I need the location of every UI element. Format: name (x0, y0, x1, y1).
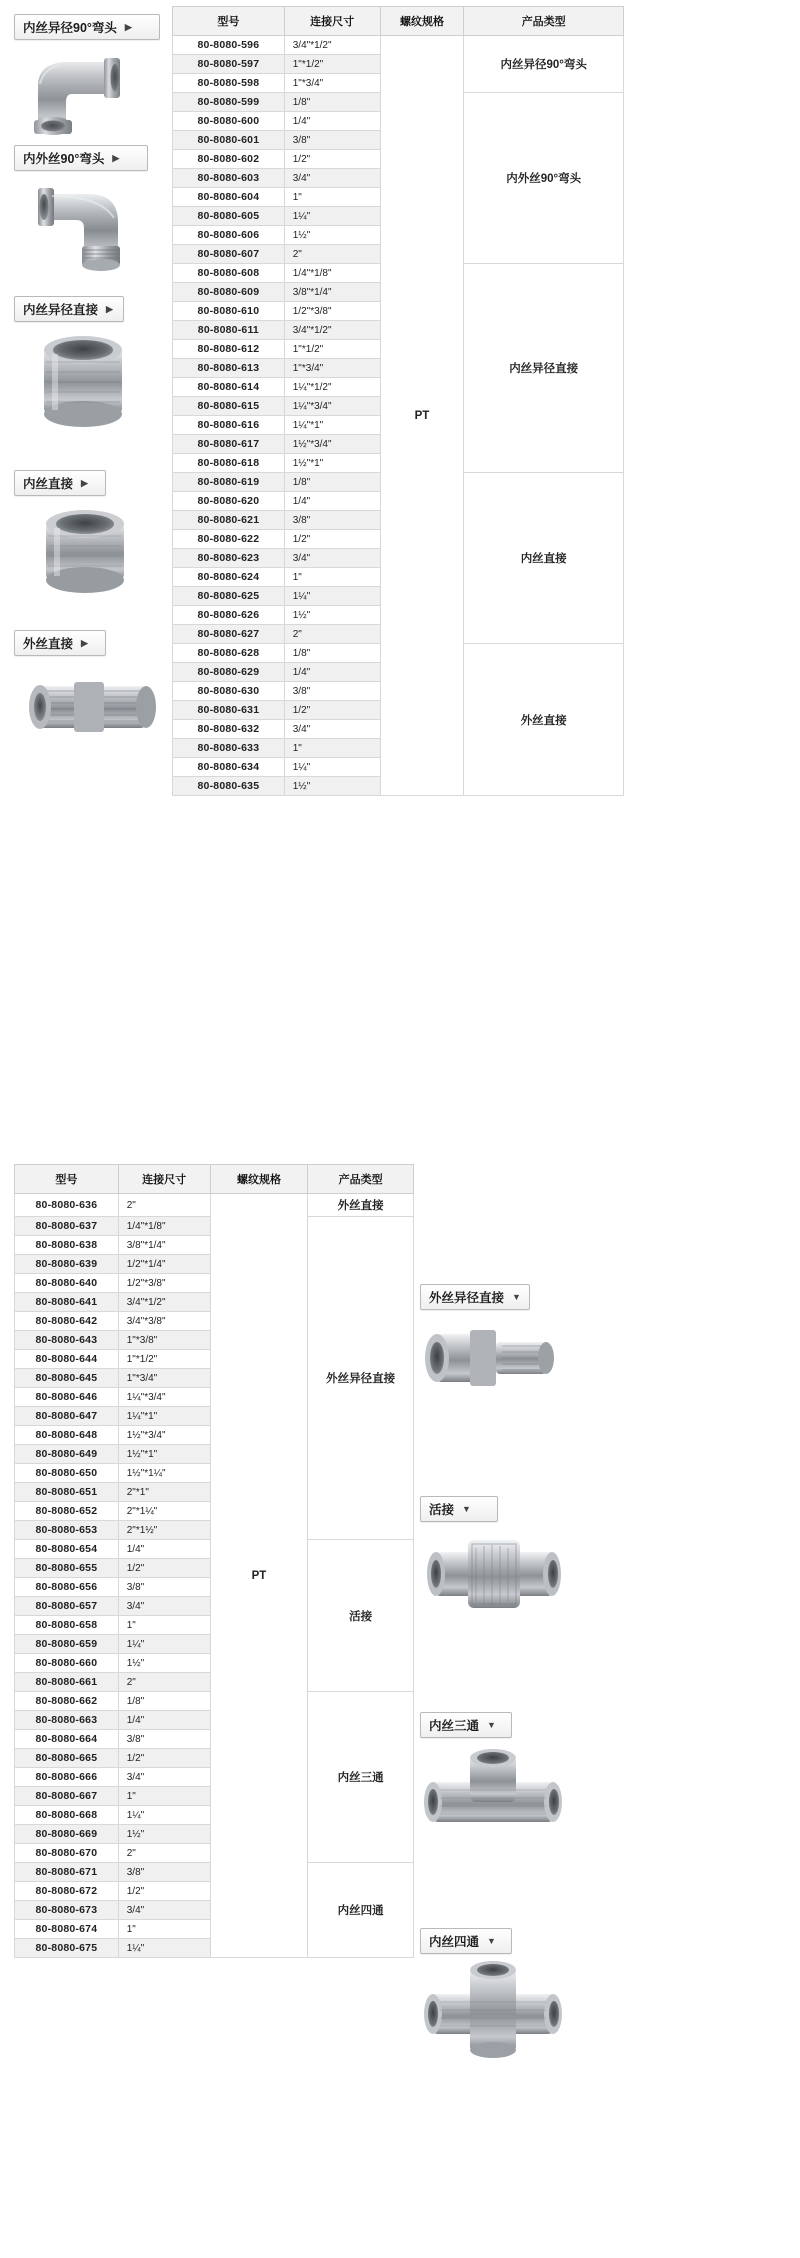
union-icon (420, 1526, 570, 1622)
chevron-down-icon: ▼ (462, 1504, 471, 1514)
cell-thread-spec: PT (380, 36, 464, 796)
cell-model: 80-8080-674 (15, 1920, 119, 1939)
cell-size: 3/4" (118, 1901, 210, 1920)
cell-model: 80-8080-608 (173, 264, 285, 283)
chevron-right-icon: ▶ (106, 303, 113, 314)
cell-model: 80-8080-660 (15, 1654, 119, 1673)
cell-model: 80-8080-630 (173, 682, 285, 701)
cell-size: 3/8" (118, 1730, 210, 1749)
cell-size: 1/4" (118, 1711, 210, 1730)
product-label-text: 内丝异径直接 (23, 303, 99, 317)
cell-product-type: 内丝异径90°弯头 (464, 36, 624, 93)
cell-model: 80-8080-640 (15, 1274, 119, 1293)
cell-size: 1/4" (284, 663, 380, 682)
col-model: 型号 (173, 7, 285, 36)
product-label-nwsw90[interactable] (14, 145, 148, 171)
cell-product-type: 活接 (308, 1540, 414, 1692)
product-label-nsyjzj[interactable] (14, 296, 124, 322)
product-label-nsst4[interactable] (420, 1928, 512, 1954)
section-two (0, 1160, 800, 2258)
cell-size: 2" (118, 1673, 210, 1692)
cell-model: 80-8080-673 (15, 1901, 119, 1920)
cell-model: 80-8080-612 (173, 340, 285, 359)
cell-model: 80-8080-622 (173, 530, 285, 549)
cell-size: 1"*1/2" (284, 55, 380, 74)
cell-model: 80-8080-638 (15, 1236, 119, 1255)
cell-model: 80-8080-610 (173, 302, 285, 321)
cell-model: 80-8080-613 (173, 359, 285, 378)
product-label-text: 内丝异径90°弯头 (23, 21, 117, 35)
cell-model: 80-8080-615 (173, 397, 285, 416)
cell-model: 80-8080-664 (15, 1730, 119, 1749)
cell-size: 1/2" (118, 1559, 210, 1578)
cell-size: 1/4"*1/8" (284, 264, 380, 283)
cell-size: 3/4" (284, 720, 380, 739)
cell-model: 80-8080-633 (173, 739, 285, 758)
cell-model: 80-8080-670 (15, 1844, 119, 1863)
cell-size: 2" (118, 1844, 210, 1863)
cell-model: 80-8080-656 (15, 1578, 119, 1597)
cell-model: 80-8080-596 (173, 36, 285, 55)
cell-model: 80-8080-649 (15, 1445, 119, 1464)
cell-size: 1"*3/4" (284, 74, 380, 93)
cell-model: 80-8080-618 (173, 454, 285, 473)
cell-size: 1¼" (118, 1806, 210, 1825)
cell-product-type: 外丝异径直接 (308, 1217, 414, 1540)
nipple-male-reducing-icon (418, 1312, 564, 1402)
cell-model: 80-8080-645 (15, 1369, 119, 1388)
cell-size: 3/8" (284, 131, 380, 150)
cell-size: 1/2" (118, 1882, 210, 1901)
cell-model: 80-8080-667 (15, 1787, 119, 1806)
product-label-text: 外丝直接 (23, 637, 74, 651)
cell-model: 80-8080-675 (15, 1939, 119, 1958)
cell-model: 80-8080-635 (173, 777, 285, 796)
product-image-nsyj90 (20, 46, 160, 141)
cell-size: 1/4" (284, 112, 380, 131)
cell-model: 80-8080-614 (173, 378, 285, 397)
cell-model: 80-8080-606 (173, 226, 285, 245)
cell-model: 80-8080-636 (15, 1194, 119, 1217)
cell-size: 3/4"*1/2" (284, 321, 380, 340)
cell-model: 80-8080-600 (173, 112, 285, 131)
cell-size: 1½"*1¼" (118, 1464, 210, 1483)
cell-model: 80-8080-597 (173, 55, 285, 74)
cell-product-type: 外丝直接 (308, 1194, 414, 1217)
cell-size: 1" (284, 568, 380, 587)
cell-model: 80-8080-637 (15, 1217, 119, 1236)
cell-size: 2"*1" (118, 1483, 210, 1502)
cell-size: 1¼" (284, 207, 380, 226)
cell-size: 1¼"*3/4" (284, 397, 380, 416)
cell-size: 3/4" (284, 169, 380, 188)
cell-size: 1" (284, 188, 380, 207)
cell-model: 80-8080-605 (173, 207, 285, 226)
cell-product-type: 内丝异径直接 (464, 264, 624, 473)
cell-model: 80-8080-598 (173, 74, 285, 93)
spec-table-1 (172, 6, 624, 796)
chevron-right-icon: ▶ (112, 152, 120, 163)
chevron-right-icon: ▶ (81, 637, 88, 648)
product-label-text: 内丝四通 (429, 1935, 480, 1949)
cell-model: 80-8080-654 (15, 1540, 119, 1559)
cell-model: 80-8080-672 (15, 1882, 119, 1901)
cell-model: 80-8080-619 (173, 473, 285, 492)
cell-size: 1"*3/8" (118, 1331, 210, 1350)
chevron-right-icon: ▶ (124, 21, 132, 32)
cell-model: 80-8080-603 (173, 169, 285, 188)
cell-model: 80-8080-650 (15, 1464, 119, 1483)
cell-size: 1/8" (118, 1692, 210, 1711)
product-label-nsyj90[interactable] (14, 14, 160, 40)
cell-thread-spec: PT (210, 1194, 308, 1958)
product-label-text: 内丝直接 (23, 477, 74, 491)
cell-size: 2"*1½" (118, 1521, 210, 1540)
cell-size: 1¼" (118, 1939, 210, 1958)
coupling-female-icon (26, 500, 156, 598)
elbow-90-female-reducing-icon (20, 46, 160, 141)
cross-female-icon (418, 1958, 568, 2058)
cell-model: 80-8080-599 (173, 93, 285, 112)
col-size: 连接尺寸 (284, 7, 380, 36)
table-header-row (15, 1165, 414, 1194)
product-image-nszj (26, 500, 156, 598)
cell-size: 1½"*3/4" (284, 435, 380, 454)
cell-size: 1½"*1" (284, 454, 380, 473)
product-label-wszj[interactable] (14, 630, 106, 656)
cell-size: 1" (118, 1787, 210, 1806)
cell-model: 80-8080-626 (173, 606, 285, 625)
cell-model: 80-8080-665 (15, 1749, 119, 1768)
cell-model: 80-8080-666 (15, 1768, 119, 1787)
cell-model: 80-8080-621 (173, 511, 285, 530)
cell-model: 80-8080-623 (173, 549, 285, 568)
product-label-text: 内外丝90°弯头 (23, 152, 105, 166)
product-label-text: 活接 (429, 1503, 455, 1517)
cell-model: 80-8080-642 (15, 1312, 119, 1331)
product-image-nsyjzj (22, 328, 162, 428)
product-image-wsyjzj (418, 1312, 564, 1402)
cell-model: 80-8080-602 (173, 150, 285, 169)
cell-model: 80-8080-634 (173, 758, 285, 777)
cell-model: 80-8080-624 (173, 568, 285, 587)
cell-size: 1/8" (284, 93, 380, 112)
cell-size: 2" (118, 1194, 210, 1217)
product-image-nsst4 (418, 1958, 568, 2058)
cell-size: 1½" (118, 1825, 210, 1844)
cell-model: 80-8080-643 (15, 1331, 119, 1350)
cell-size: 1½" (118, 1654, 210, 1673)
cell-model: 80-8080-653 (15, 1521, 119, 1540)
cell-size: 1¼" (284, 587, 380, 606)
cell-size: 1/2" (284, 150, 380, 169)
cell-model: 80-8080-628 (173, 644, 285, 663)
product-label-wsyjzj[interactable] (420, 1284, 530, 1310)
product-image-huojie (420, 1526, 570, 1622)
table-header-row (173, 7, 624, 36)
cell-size: 1/2" (284, 530, 380, 549)
cell-model: 80-8080-648 (15, 1426, 119, 1445)
col-thread: 螺纹规格 (380, 7, 464, 36)
table-row (15, 1194, 414, 1217)
chevron-right-icon: ▶ (81, 477, 88, 488)
cell-size: 1"*3/4" (284, 359, 380, 378)
cell-size: 3/4"*3/8" (118, 1312, 210, 1331)
cell-size: 1/2" (284, 701, 380, 720)
cell-model: 80-8080-617 (173, 435, 285, 454)
cell-size: 1/8" (284, 644, 380, 663)
cell-model: 80-8080-611 (173, 321, 285, 340)
cell-size: 1/2"*1/4" (118, 1255, 210, 1274)
product-image-wszj (16, 660, 164, 750)
cell-model: 80-8080-662 (15, 1692, 119, 1711)
cell-model: 80-8080-627 (173, 625, 285, 644)
cell-size: 1"*3/4" (118, 1369, 210, 1388)
cell-model: 80-8080-661 (15, 1673, 119, 1692)
cell-model: 80-8080-601 (173, 131, 285, 150)
col-type: 产品类型 (308, 1165, 414, 1194)
cell-size: 1½" (284, 226, 380, 245)
product-label-nszj[interactable] (14, 470, 106, 496)
col-model: 型号 (15, 1165, 119, 1194)
cell-size: 1/2"*3/8" (118, 1274, 210, 1293)
cell-size: 1/4" (284, 492, 380, 511)
cell-size: 1½"*1" (118, 1445, 210, 1464)
table-row (173, 36, 624, 55)
cell-size: 1¼" (118, 1635, 210, 1654)
coupling-female-reducing-icon (22, 328, 162, 428)
cell-size: 1"*1/2" (118, 1350, 210, 1369)
cell-size: 3/4" (118, 1597, 210, 1616)
col-type: 产品类型 (464, 7, 624, 36)
cell-size: 1¼"*1/2" (284, 378, 380, 397)
chevron-down-icon: ▼ (487, 1720, 496, 1730)
cell-size: 2" (284, 625, 380, 644)
cell-size: 1½" (284, 606, 380, 625)
cell-size: 1¼"*1" (284, 416, 380, 435)
cell-size: 3/4" (284, 549, 380, 568)
cell-size: 1" (284, 739, 380, 758)
cell-size: 3/8" (284, 682, 380, 701)
cell-model: 80-8080-669 (15, 1825, 119, 1844)
cell-product-type: 内丝直接 (464, 473, 624, 644)
cell-size: 3/8" (284, 511, 380, 530)
product-label-text: 外丝异径直接 (429, 1291, 505, 1305)
product-label-nsst[interactable] (420, 1712, 512, 1738)
cell-size: 1" (118, 1920, 210, 1939)
cell-product-type: 内丝四通 (308, 1863, 414, 1958)
cell-model: 80-8080-658 (15, 1616, 119, 1635)
cell-model: 80-8080-639 (15, 1255, 119, 1274)
cell-size: 3/8"*1/4" (118, 1236, 210, 1255)
cell-product-type: 内丝三通 (308, 1692, 414, 1863)
cell-model: 80-8080-655 (15, 1559, 119, 1578)
cell-size: 1/2" (118, 1749, 210, 1768)
cell-model: 80-8080-652 (15, 1502, 119, 1521)
cell-model: 80-8080-616 (173, 416, 285, 435)
cell-model: 80-8080-607 (173, 245, 285, 264)
cell-model: 80-8080-644 (15, 1350, 119, 1369)
cell-model: 80-8080-647 (15, 1407, 119, 1426)
product-label-huojie[interactable] (420, 1496, 498, 1522)
cell-model: 80-8080-609 (173, 283, 285, 302)
product-image-nsst (418, 1742, 568, 1838)
cell-model: 80-8080-659 (15, 1635, 119, 1654)
cell-model: 80-8080-663 (15, 1711, 119, 1730)
cell-size: 1/2"*3/8" (284, 302, 380, 321)
cell-size: 1½" (284, 777, 380, 796)
cell-product-type: 内外丝90°弯头 (464, 93, 624, 264)
cell-size: 1¼"*3/4" (118, 1388, 210, 1407)
cell-product-type: 外丝直接 (464, 644, 624, 796)
product-label-text: 内丝三通 (429, 1719, 480, 1733)
col-size: 连接尺寸 (118, 1165, 210, 1194)
spec-table-2 (14, 1164, 414, 1958)
col-thread: 螺纹规格 (210, 1165, 308, 1194)
cell-size: 1"*1/2" (284, 340, 380, 359)
chevron-down-icon: ▼ (487, 1936, 496, 1946)
cell-model: 80-8080-646 (15, 1388, 119, 1407)
cell-size: 3/8" (118, 1578, 210, 1597)
cell-model: 80-8080-629 (173, 663, 285, 682)
cell-size: 1" (118, 1616, 210, 1635)
chevron-down-icon: ▼ (512, 1292, 521, 1302)
cell-size: 2"*1¼" (118, 1502, 210, 1521)
cell-model: 80-8080-620 (173, 492, 285, 511)
cell-size: 1/4"*1/8" (118, 1217, 210, 1236)
cell-size: 3/4"*1/2" (118, 1293, 210, 1312)
cell-size: 1/8" (284, 473, 380, 492)
cell-model: 80-8080-604 (173, 188, 285, 207)
cell-size: 1½"*3/4" (118, 1426, 210, 1445)
cell-model: 80-8080-641 (15, 1293, 119, 1312)
nipple-male-icon (16, 660, 164, 750)
cell-size: 1¼" (284, 758, 380, 777)
cell-size: 1¼"*1" (118, 1407, 210, 1426)
cell-size: 3/4"*1/2" (284, 36, 380, 55)
cell-size: 1/4" (118, 1540, 210, 1559)
cell-model: 80-8080-631 (173, 701, 285, 720)
cell-size: 2" (284, 245, 380, 264)
cell-size: 3/4" (118, 1768, 210, 1787)
cell-model: 80-8080-668 (15, 1806, 119, 1825)
tee-female-icon (418, 1742, 568, 1838)
product-image-nwsw90 (22, 176, 162, 272)
cell-size: 3/8" (118, 1863, 210, 1882)
spec-table-2-wrapper (14, 1164, 414, 1958)
cell-model: 80-8080-651 (15, 1483, 119, 1502)
cell-model: 80-8080-625 (173, 587, 285, 606)
cell-model: 80-8080-632 (173, 720, 285, 739)
cell-model: 80-8080-671 (15, 1863, 119, 1882)
cell-size: 3/8"*1/4" (284, 283, 380, 302)
elbow-90-male-female-icon (22, 176, 162, 272)
cell-model: 80-8080-657 (15, 1597, 119, 1616)
spec-table-1-wrapper (172, 6, 624, 796)
